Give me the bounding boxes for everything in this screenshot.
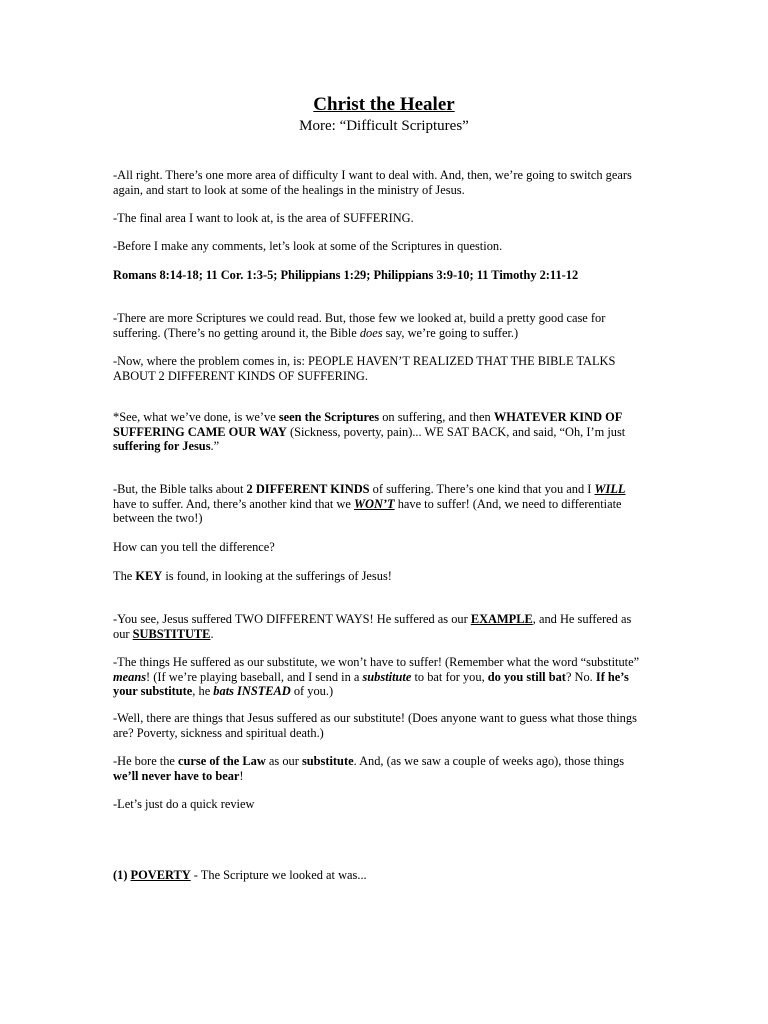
paragraph-what-weve-done [113, 410, 655, 454]
text-line: -The things He suffered as our substitute, we won’t have to suffer! (Remember what the word “substitute” [113, 655, 640, 669]
text-run: suffering. (There’s no getting around it, the Bible [113, 325, 360, 340]
bold-poverty: POVERTY [130, 868, 191, 882]
text-run: , he [192, 684, 214, 699]
bold-suffering-for-jesus: suffering for Jesus [113, 439, 211, 454]
text-line: are? Poverty, sickness and spiritual death.) [113, 725, 324, 740]
paragraph-scriptures-intro: -Before I make any comments, let’s look at some of the Scriptures in question. [113, 239, 503, 253]
text-run: *See, what we’ve done, is we’ve [113, 410, 279, 424]
paragraph-problem [113, 354, 655, 383]
text-run: . And, (as we saw a couple of weeks ago), those things [353, 754, 625, 768]
text-run: ! (If we’re playing baseball, and I send in a [146, 669, 363, 684]
text-run: of suffering. There’s one kind that you and I [369, 482, 595, 496]
bold-suffering-came: SUFFERING CAME OUR WAY [113, 424, 287, 439]
emphasis-will: WILL [594, 482, 626, 496]
text-run: . [210, 626, 214, 641]
scripture-references: Romans 8:14-18; 11 Cor. 1:3-5; Philippians 1:29; Philippians 3:9-10; 11 Timothy 2:11-12 [113, 268, 579, 282]
bold-curse-of-law: curse of the Law [178, 754, 266, 768]
text-run: , and He suffered as [532, 612, 632, 626]
bold-never-bear: we’ll never have to bear [113, 768, 240, 783]
text-run: of you.) [290, 684, 334, 699]
bold-seen-scriptures: seen the Scriptures [278, 410, 380, 424]
text-line: -All right. There’s one more area of difficulty I want to deal with. And, then, we’re going to switch gears [113, 168, 632, 182]
text-run: ? No. [565, 669, 596, 684]
text-run: is found, in looking at the sufferings of Jesus! [162, 569, 392, 583]
text-line: again, and start to look at some of the healings in the ministry of Jesus. [113, 182, 465, 197]
bold-number-1: (1) [113, 868, 131, 882]
bold-your-substitute: your substitute [113, 684, 193, 699]
emphasis-does: does [359, 325, 383, 340]
emphasis-means: means [113, 669, 147, 684]
paragraph-intro [113, 168, 655, 197]
bold-substitute-2: substitute [301, 754, 354, 768]
bold-key: KEY [135, 569, 163, 583]
emphasis-bats-instead: bats INSTEAD [213, 684, 291, 699]
bold-still-bat: do you still bat [487, 669, 566, 684]
text-run: -You see, Jesus suffered TWO DIFFERENT WAYS! He suffered as our [113, 612, 471, 626]
bold-whatever-kind: WHATEVER KIND OF [493, 410, 623, 424]
paragraph-curse-of-law [113, 754, 655, 783]
text-line: between the two!) [113, 511, 203, 526]
text-run: our [113, 626, 133, 641]
text-run: (Sickness, poverty, pain)... WE SAT BACK, and said, “Oh, I’m just [286, 424, 626, 439]
text-run: have to suffer. And, there’s another kind that we [113, 496, 354, 511]
text-run: have to suffer! (And, we need to differentiate [394, 496, 622, 511]
text-run: on suffering, and then [379, 410, 494, 424]
bold-example: EXAMPLE [470, 612, 533, 626]
paragraph-suffering: -The final area I want to look at, is the area of SUFFERING. [113, 211, 414, 225]
paragraph-things-suffered [113, 711, 655, 740]
paragraph-two-kinds [113, 482, 655, 526]
text-run: as our [265, 754, 302, 768]
paragraph-review: -Let’s just do a quick review [113, 797, 255, 811]
paragraph-question: How can you tell the difference? [113, 540, 275, 554]
text-line: -Now, where the problem comes in, is: PEOPLE HAVEN’T REALIZED THAT THE BIBLE TALKS [113, 354, 616, 368]
paragraph-more-scriptures [113, 311, 655, 340]
text-run: The [113, 569, 136, 583]
paragraph-poverty [113, 868, 655, 883]
page-title: Christ the Healer [313, 94, 455, 115]
text-run: .” [210, 439, 220, 454]
text-run: to bat for you, [411, 669, 488, 684]
text-line: ABOUT 2 DIFFERENT KINDS OF SUFFERING. [113, 368, 368, 383]
page-subtitle: More: “Difficult Scriptures” [299, 118, 469, 134]
text-run: -He bore the [113, 754, 179, 768]
emphasis-wont: WON’T [353, 496, 395, 511]
bold-if-hes: If he’s [595, 669, 629, 684]
text-line: -There are more Scriptures we could read. But, those few we looked at, build a pretty good case for [113, 311, 606, 325]
text-run: say, we’re going to suffer.) [382, 325, 519, 340]
paragraph-substitute-meaning [113, 655, 655, 699]
text-run: - The Scripture we looked at was... [190, 868, 367, 882]
bold-substitute: SUBSTITUTE [132, 626, 211, 641]
text-run: ! [239, 768, 244, 783]
paragraph-key [113, 569, 655, 584]
text-run: -But, the Bible talks about [113, 482, 247, 496]
text-line: -Well, there are things that Jesus suffered as our substitute! (Does anyone want to guess what those things [113, 711, 637, 725]
bold-different-kinds: 2 DIFFERENT KINDS [246, 482, 370, 496]
paragraph-two-ways [113, 612, 655, 641]
emphasis-substitute: substitute [362, 669, 412, 684]
